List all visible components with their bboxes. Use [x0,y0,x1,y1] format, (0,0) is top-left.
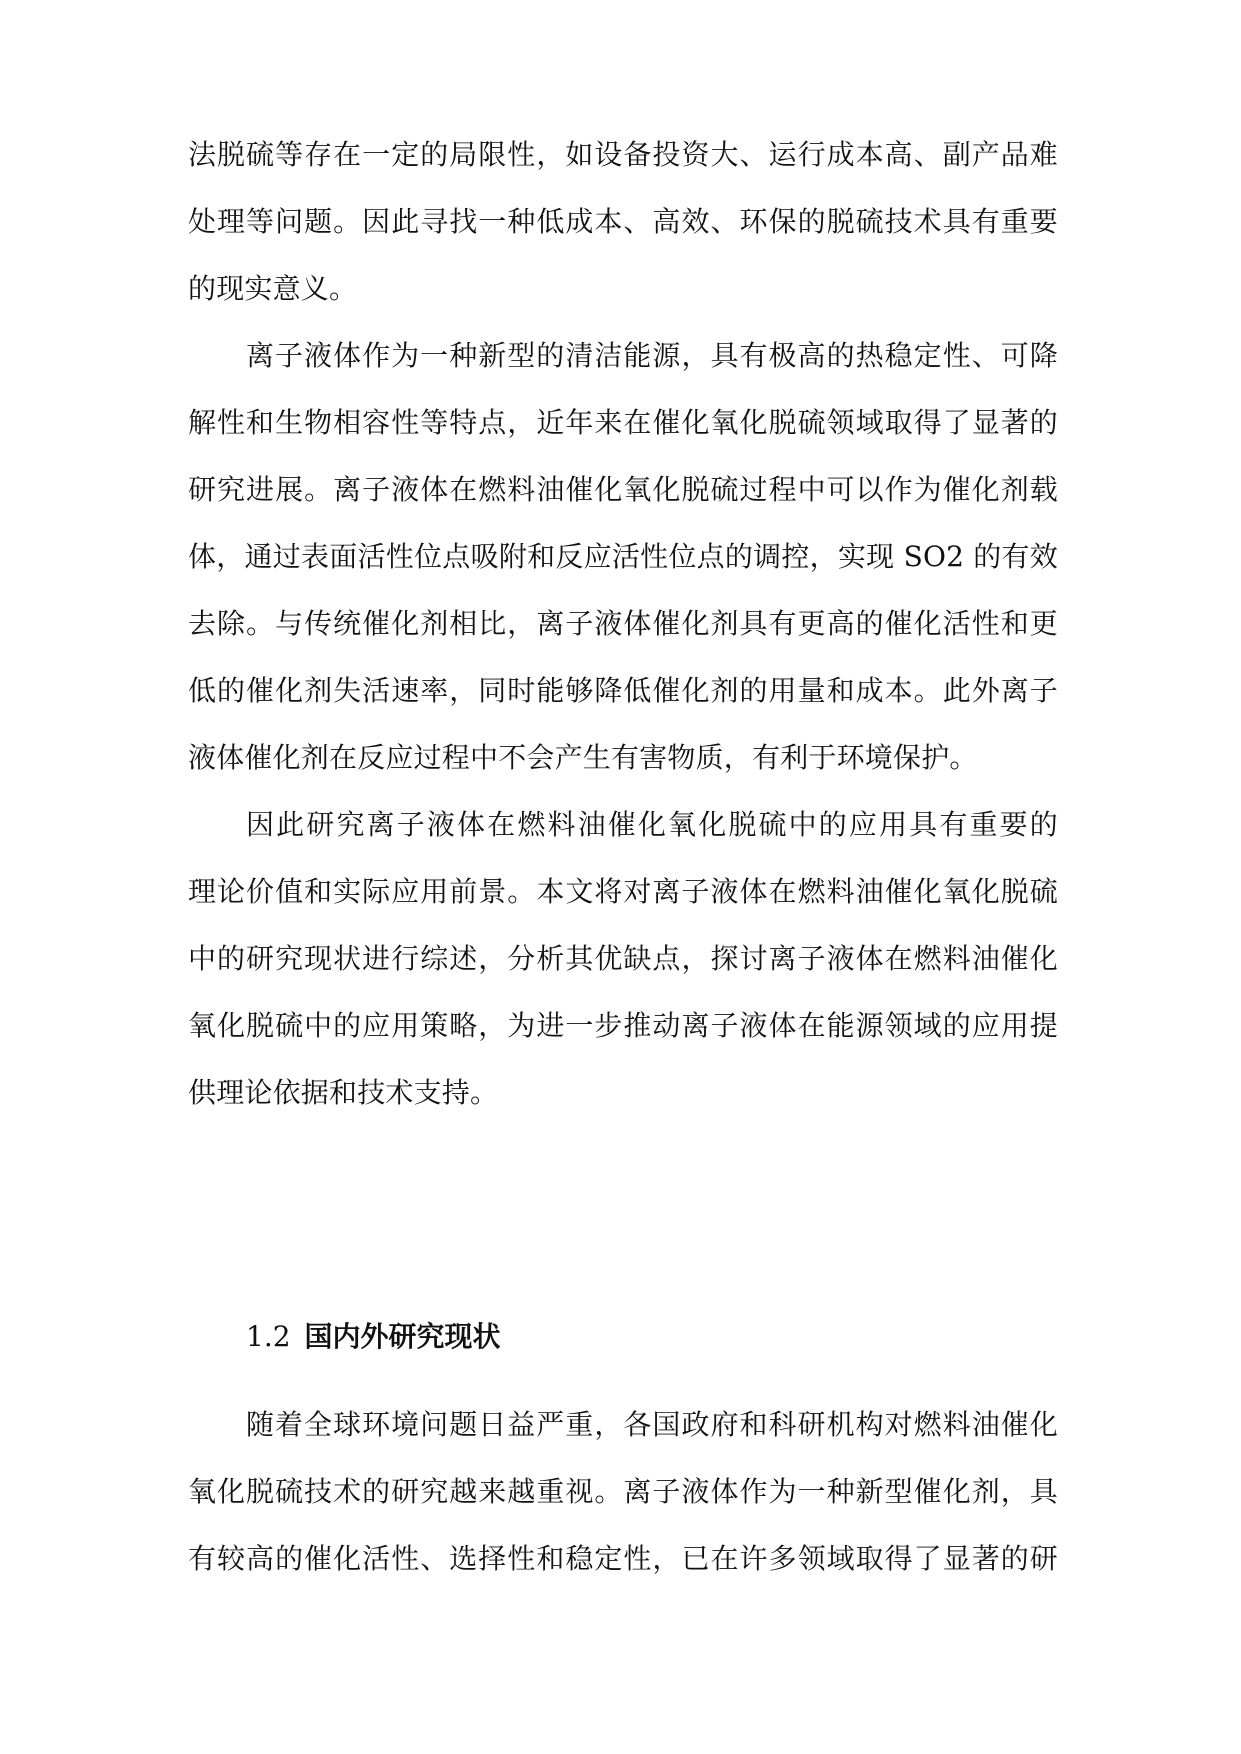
paragraph-3-line-4: 氧化脱硫中的应用策略，为进一步推动离子液体在能源领域的应用提 [188,1009,1058,1042]
section-heading [246,1317,501,1357]
paragraph-3-line-3: 中的研究现状进行综述，分析其优缺点，探讨离子液体在燃料油催化 [188,942,1058,975]
paragraph-1-line-2: 处理等问题。因此寻找一种低成本、高效、环保的脱硫技术具有重要 [188,205,1058,238]
paragraph-4-line-3: 有较高的催化活性、选择性和稳定性，已在许多领域取得了显著的研 [188,1542,1058,1575]
paragraph-3-line-5: 供理论依据和技术支持。 [188,1076,499,1109]
paragraph-2-line-2: 解性和生物相容性等特点，近年来在催化氧化脱硫领域取得了显著的 [188,406,1058,439]
paragraph-1-line-1: 法脱硫等存在一定的局限性，如设备投资大、运行成本高、副产品难 [188,138,1058,171]
paragraph-2-line-7: 液体催化剂在反应过程中不会产生有害物质，有利于环境保护。 [188,741,978,774]
paragraph-2-line-4: 体，通过表面活性位点吸附和反应活性位点的调控，实现 SO2 的有效 [188,540,1058,573]
paragraph-1-line-3: 的现实意义。 [188,272,358,305]
paragraph-2-line-3: 研究进展。离子液体在燃料油催化氧化脱硫过程中可以作为催化剂载 [188,473,1058,506]
paragraph-4-line-2: 氧化脱硫技术的研究越来越重视。离子液体作为一种新型催化剂，具 [188,1475,1058,1508]
paragraph-3-line-1: 因此研究离子液体在燃料油催化氧化脱硫中的应用具有重要的 [246,808,1058,841]
section-number: 1.2 [246,1320,291,1353]
paragraph-2-line-6: 低的催化剂失活速率，同时能够降低催化剂的用量和成本。此外离子 [188,674,1058,707]
paragraph-3-line-2: 理论价值和实际应用前景。本文将对离子液体在燃料油催化氧化脱硫 [188,875,1058,908]
paragraph-2-line-1: 离子液体作为一种新型的清洁能源，具有极高的热稳定性、可降 [246,339,1058,372]
paragraph-2-line-5: 去除。与传统催化剂相比，离子液体催化剂具有更高的催化活性和更 [188,607,1058,640]
paragraph-4-line-1: 随着全球环境问题日益严重，各国政府和科研机构对燃料油催化 [246,1408,1058,1441]
section-title: 国内外研究现状 [304,1320,501,1353]
